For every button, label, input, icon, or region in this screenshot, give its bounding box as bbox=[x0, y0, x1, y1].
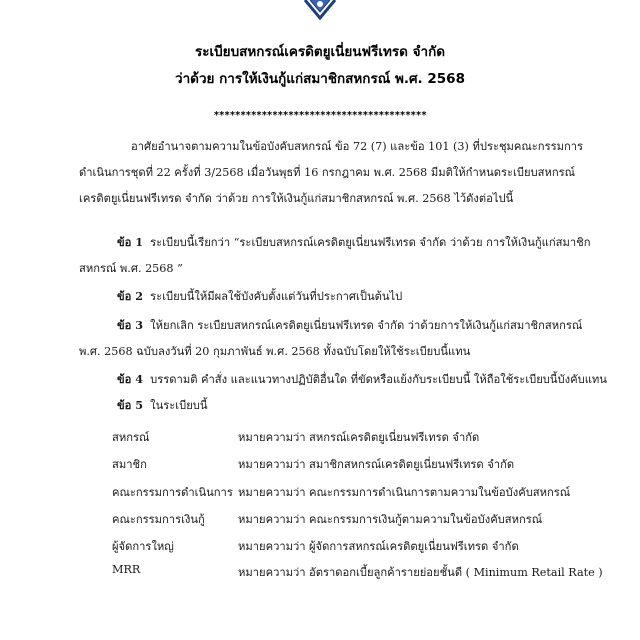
clause-text: ในระเบียบนี้ bbox=[150, 399, 208, 412]
clause-label: ข้อ 2 bbox=[117, 289, 144, 303]
clause-text: ระเบียบนี้ให้มีผลใช้บังคับตั้งแต่วันที่ประกาศเป็นต้นไป bbox=[150, 290, 403, 303]
clause-2 bbox=[117, 289, 402, 304]
definition-term: คณะกรรมการเงินกู้ bbox=[112, 513, 205, 526]
definition-means: หมายความว่า bbox=[238, 566, 306, 579]
definition-text: คณะกรรมการเงินกู้ตามความในข้อบังคับสหกรณ์ bbox=[309, 513, 543, 526]
definition-text: อัตราดอกเบี้ยลูกค้ารายย่อยชั้นดี ( Minimum Retail Rate ) bbox=[309, 566, 603, 579]
definition-term: คณะกรรมการดำเนินการ bbox=[112, 486, 233, 499]
definition-text: ผู้จัดการสหกรณ์เครดิตยูเนี่ยนฟรีเทรด จำกัด bbox=[309, 540, 519, 553]
cooperative-logo bbox=[303, 0, 337, 20]
clause-5 bbox=[117, 398, 208, 413]
clause-3 bbox=[117, 318, 582, 333]
definition-term: สมาชิก bbox=[112, 458, 147, 471]
document-title-line1: ระเบียบสหกรณ์เครดิตยูเนี่ยนฟรีเทรด จำกัด bbox=[194, 44, 446, 60]
clause-3-continuation: พ.ศ. 2568 ฉบับลงวันที่ 20 กุมภาพันธ์ พ.ศ. 2568 ทั้งฉบับโดยให้ใช้ระเบียบนี้แทน bbox=[79, 345, 471, 358]
clause-label: ข้อ 5 bbox=[117, 398, 144, 412]
separator-line: **************************************** bbox=[213, 110, 427, 121]
preamble-line-3: เครดิตยูเนี่ยนฟรีเทรด จำกัด ว่าด้วย การให้เงินกู้แก่สมาชิกสหกรณ์ พ.ศ. 2568 ไว้ดังต่อไปนี้ bbox=[79, 192, 514, 205]
definition-means: หมายความว่า bbox=[238, 431, 306, 444]
preamble-line-2: ดำเนินการชุดที่ 22 ครั้งที่ 3/2568 เมื่อวันพุธที่ 16 กรกฎาคม พ.ศ. 2568 มีมติให้กำหนดระเบียบสหกรณ์ bbox=[79, 166, 575, 179]
clause-text: บรรดามติ คำสั่ง และแนวทางปฏิบัติอื่นใด ที่ขัดหรือแย้งกับระเบียบนี้ ให้ถือใช้ระเบียบนี้บังคับแทน bbox=[150, 373, 607, 386]
clause-text: ระเบียบนี้เรียกว่า “ระเบียบสหกรณ์เครดิตยูเนี่ยนฟรีเทรด จำกัด ว่าด้วย การให้เงินกู้แก่สมาชิก bbox=[150, 236, 591, 249]
clause-text: ให้ยกเลิก ระเบียบสหกรณ์เครดิตยูเนี่ยนฟรีเทรด จำกัด ว่าด้วยการให้เงินกู้แก่สมาชิกสหกรณ์ bbox=[150, 319, 583, 332]
definition-term: MRR bbox=[112, 563, 141, 576]
definition-term: ผู้จัดการใหญ่ bbox=[112, 540, 174, 553]
definition-text: คณะกรรมการดำเนินการตามความในข้อบังคับสหกรณ์ bbox=[309, 486, 571, 499]
clause-1 bbox=[117, 235, 591, 250]
clause-4 bbox=[117, 372, 607, 387]
clause-label: ข้อ 3 bbox=[117, 318, 144, 332]
definition-text: สหกรณ์เครดิตยูเนี่ยนฟรีเทรด จำกัด bbox=[309, 431, 480, 444]
definition-text: สมาชิกสหกรณ์เครดิตยูเนี่ยนฟรีเทรด จำกัด bbox=[309, 458, 515, 471]
definition-means: หมายความว่า bbox=[238, 540, 306, 553]
definition-means: หมายความว่า bbox=[238, 513, 306, 526]
definition-means: หมายความว่า bbox=[238, 486, 306, 499]
clause-1-continuation: สหกรณ์ พ.ศ. 2568 ” bbox=[79, 262, 183, 275]
preamble-line-1: อาศัยอำนาจตามความในข้อบังคับสหกรณ์ ข้อ 72 (7) และข้อ 101 (3) ที่ประชุมคณะกรรมการ bbox=[131, 140, 584, 153]
definition-term: สหกรณ์ bbox=[112, 431, 150, 444]
clause-label: ข้อ 4 bbox=[117, 372, 144, 386]
clause-label: ข้อ 1 bbox=[117, 235, 144, 249]
document-title-line2: ว่าด้วย การให้เงินกู้แก่สมาชิกสหกรณ์ พ.ศ. 2568 bbox=[175, 71, 465, 87]
definition-means: หมายความว่า bbox=[238, 458, 306, 471]
